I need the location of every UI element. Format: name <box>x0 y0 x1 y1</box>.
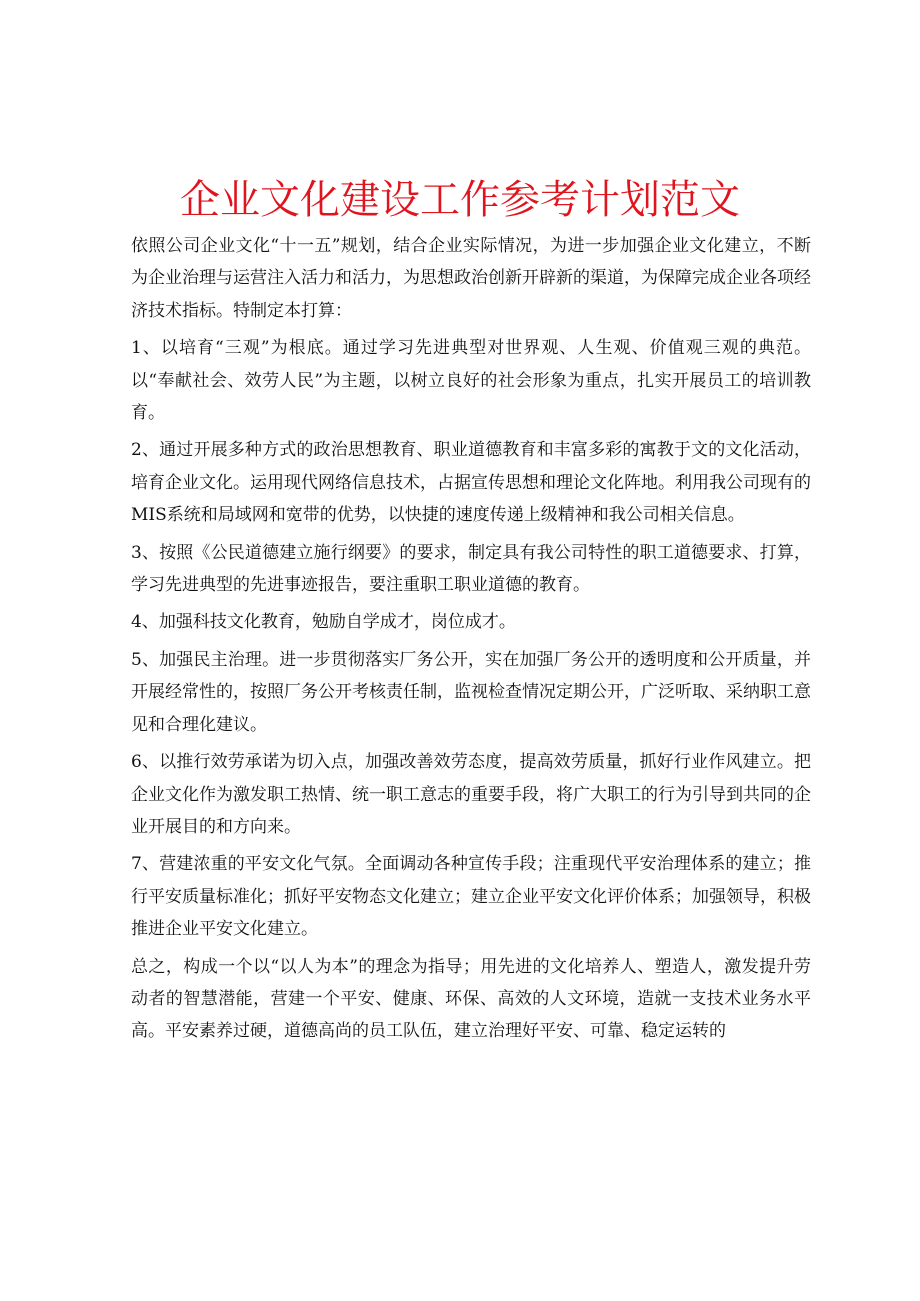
intro-paragraph: 依照公司企业文化“十一五”规划，结合企业实际情况，为进一步加强企业文化建立，不断为企业治理与运营注入活力和活力，为思想政治创新开辟新的渠道，为保障完成企业各项经济技术指标。特制定本打算： <box>131 236 811 321</box>
item-paragraph-6: 6、以推行效劳承诺为切入点，加强改善效劳态度，提高效劳质量，抓好行业作风建立。把企业文化作为激发职工热情、统一职工意志的重要手段，将广大职工的行为引导到共同的企业开展目的和方向来。 <box>131 752 811 837</box>
document-title: 企业文化建设工作参考计划范文 <box>180 177 740 223</box>
document-body <box>131 230 811 1048</box>
item-paragraph-1: 1、以培育“三观”为根底。通过学习先进典型对世界观、人生观、价值观三观的典范。以“奉献社会、效劳人民”为主题，以树立良好的社会形象为重点，扎实开展员工的培训教育。 <box>131 338 811 424</box>
summary-paragraph: 总之，构成一个以“以人为本”的理念为指导；用先进的文化培养人、塑造人，激发提升劳动者的智慧潜能，营建一个平安、健康、环保、高效的人文环境，造就一支技术业务水平高。平安素养过硬，道德高尚的员工队伍，建立治理好平安、可靠、稳定运转的 <box>131 956 811 1042</box>
item-paragraph-3: 3、按照《公民道德建立施行纲要》的要求，制定具有我公司特性的职工道德要求、打算，学习先进典型的先进事迹报告，要注重职工职业道德的教育。 <box>131 542 811 596</box>
item-paragraph-4: 4、加强科技文化教育，勉励自学成才，岗位成才。 <box>131 612 516 633</box>
item-paragraph-7: 7、营建浓重的平安文化气氛。全面调动各种宣传手段；注重现代平安治理体系的建立；推行平安质量标准化；抓好平安物态文化建立；建立企业平安文化评价体系；加强领导，积极推进企业平安文化建立。 <box>131 854 811 940</box>
item-paragraph-5: 5、加强民主治理。进一步贯彻落实厂务公开，实在加强厂务公开的透明度和公开质量，并开展经常性的，按照厂务公开考核责任制，监视检查情况定期公开，广泛听取、采纳职工意见和合理化建议。 <box>131 649 811 735</box>
item-paragraph-2: 2、通过开展多种方式的政治思想教育、职业道德教育和丰富多彩的寓教于文的文化活动，培育企业文化。运用现代网络信息技术，占据宣传思想和理论文化阵地。利用我公司现有的MIS系统和局域网和宽带的优势，以快捷的速度传递上级精神和我公司相关信息。 <box>131 440 811 526</box>
